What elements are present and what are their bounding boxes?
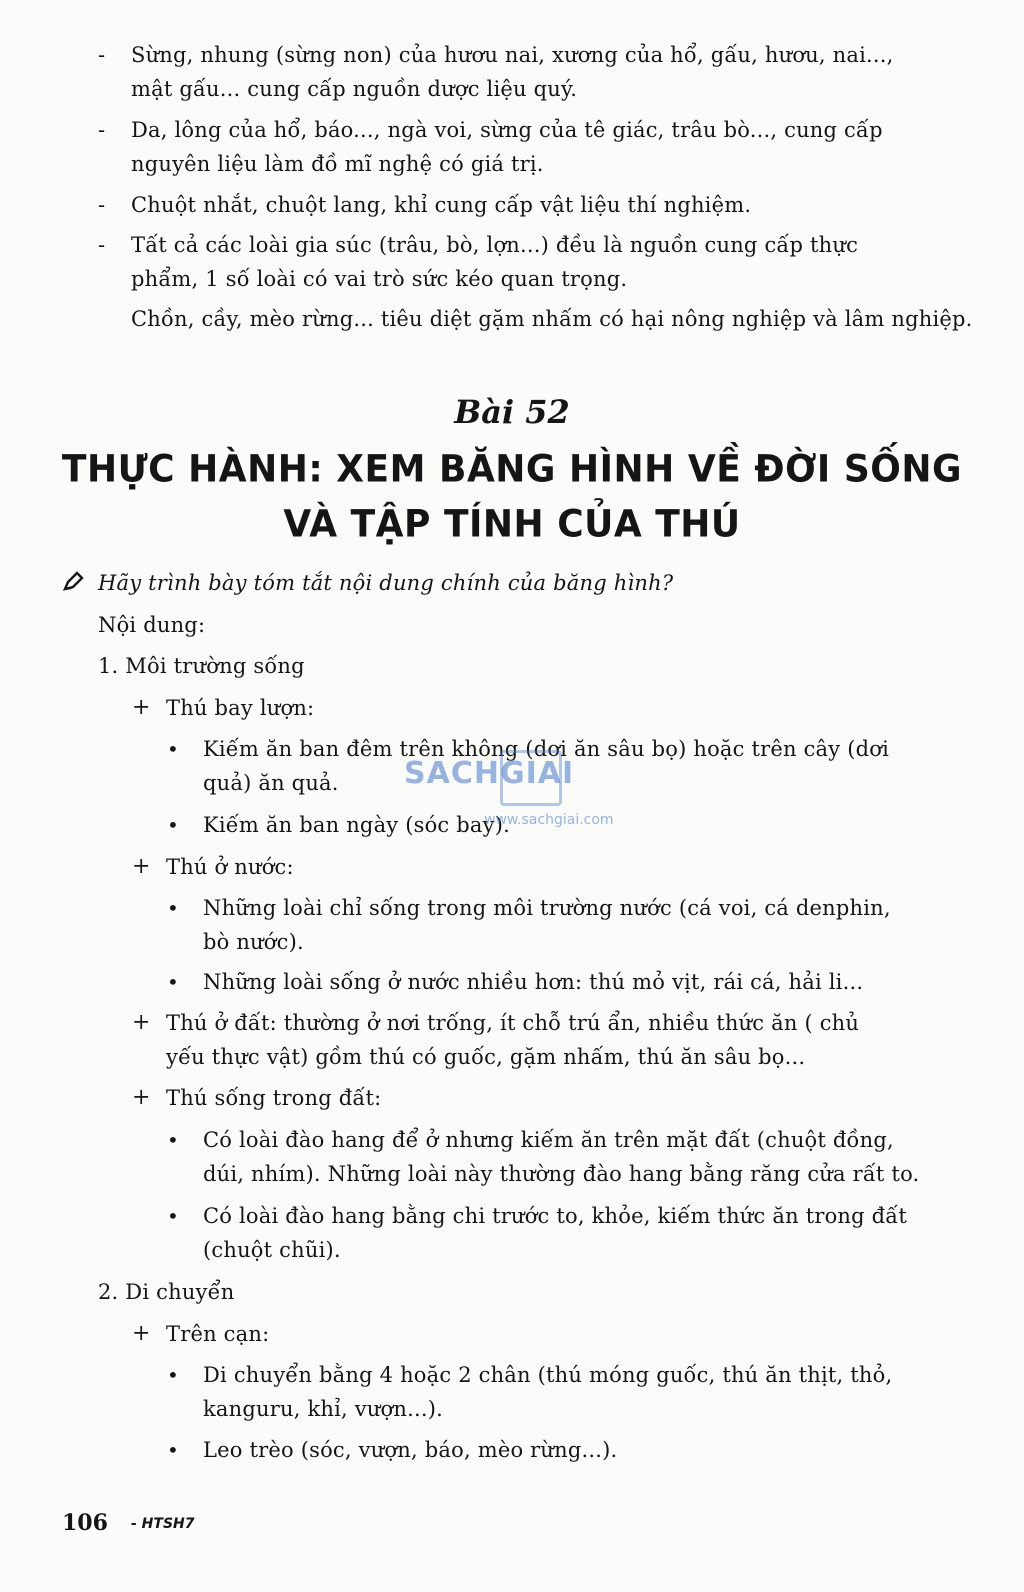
bullet-marker: • [167, 1128, 179, 1152]
watermark-frame [500, 750, 562, 806]
top-item-4-line2: phẩm, 1 số loài có vai trò sức kéo quan trọng. [131, 267, 628, 291]
top-item-5: Chồn, cầy, mèo rừng... tiêu diệt gặm nhấm có hại nông nghiệp và lâm nghiệp. [131, 307, 973, 331]
bullet-marker: • [167, 737, 179, 761]
content-label: Nội dung: [98, 613, 206, 637]
top-item-2-line1: Da, lông của hổ, báo..., ngà voi, sừng của tê giác, trâu bò..., cung cấp [131, 118, 883, 142]
land-mammals-line2: yếu thực vật) gồm thú có guốc, gặm nhấm, thú ăn sâu bọ... [166, 1045, 806, 1069]
plus-marker: + [132, 1010, 151, 1035]
pencil-icon [62, 569, 86, 593]
bullet-marker: • [167, 896, 179, 920]
top-item-1-line1: Sừng, nhung (sừng non) của hươu nai, xương của hổ, gấu, hươu, nai..., [131, 43, 894, 67]
burrowing-item-1-line1: Có loài đào hang để ở nhưng kiếm ăn trên mặt đất (chuột đồng, [203, 1128, 894, 1152]
bullet-marker: • [167, 813, 179, 837]
list-dash: - [98, 43, 106, 67]
section-1-heading: 1. Môi trường sống [98, 654, 305, 678]
burrowing-mammals-heading: Thú sống trong đất: [166, 1086, 382, 1110]
section-2-heading: 2. Di chuyển [98, 1280, 235, 1304]
aquatic-item-1-line2: bò nước). [203, 930, 304, 954]
burrowing-item-2-line1: Có loài đào hang bằng chi trước to, khỏe, kiếm thức ăn trong đất [203, 1204, 908, 1228]
flying-item-1-line1: Kiếm ăn ban đêm trên không (dơi ăn sâu bọ) hoặc trên cây (dơi [203, 737, 889, 761]
burrowing-item-1-line2: dúi, nhím). Những loài này thường đào hang bằng răng cửa rất to. [203, 1162, 920, 1186]
land-mammals-line1: Thú ở đất: thường ở nơi trống, ít chỗ trú ẩn, nhiều thức ăn ( chủ [166, 1011, 860, 1035]
aquatic-mammals-heading: Thú ở nước: [166, 855, 294, 879]
top-item-2-line2: nguyên liệu làm đồ mĩ nghệ có giá trị. [131, 152, 544, 176]
on-land-heading: Trên cạn: [166, 1322, 270, 1346]
aquatic-item-1-line1: Những loài chỉ sống trong môi trường nước (cá voi, cá denphin, [203, 896, 891, 920]
page-number: 106 [62, 1510, 108, 1536]
on-land-item-1-line2: kanguru, khỉ, vượn...). [203, 1397, 444, 1421]
top-item-1-line2: mật gấu... cung cấp nguồn dược liệu quý. [131, 77, 578, 101]
watermark-url: www.sachgiai.com [484, 812, 614, 828]
list-dash: - [98, 193, 106, 217]
lesson-number: Bài 52 [454, 393, 570, 431]
on-land-item-2: Leo trèo (sóc, vượn, báo, mèo rừng...). [203, 1438, 618, 1462]
flying-item-2: Kiếm ăn ban ngày (sóc bay). [203, 813, 510, 837]
top-item-4-line1: Tất cả các loài gia súc (trâu, bò, lợn...) đều là nguồn cung cấp thực [131, 233, 859, 257]
plus-marker: + [132, 695, 151, 720]
list-dash: - [98, 118, 106, 142]
watermark-logo [404, 756, 574, 804]
burrowing-item-2-line2: (chuột chũi). [203, 1238, 341, 1262]
bullet-marker: • [167, 1363, 179, 1387]
list-dash: - [98, 233, 106, 257]
top-item-3: Chuột nhắt, chuột lang, khỉ cung cấp vật liệu thí nghiệm. [131, 193, 752, 217]
book-code: - HTSH7 [131, 1516, 195, 1532]
lesson-title-line2: VÀ TẬP TÍNH CỦA THÚ [283, 502, 741, 546]
question-text: Hãy trình bày tóm tắt nội dung chính của băng hình? [98, 571, 674, 595]
lesson-title-line1: THỰC HÀNH: XEM BĂNG HÌNH VỀ ĐỜI SỐNG [61, 447, 963, 491]
bullet-marker: • [167, 1438, 179, 1462]
plus-marker: + [132, 1085, 151, 1110]
bullet-marker: • [167, 1204, 179, 1228]
bullet-marker: • [167, 970, 179, 994]
flying-item-1-line2: quả) ăn quả. [203, 771, 339, 795]
aquatic-item-2: Những loài sống ở nước nhiều hơn: thú mỏ vịt, rái cá, hải li... [203, 970, 864, 994]
on-land-item-1-line1: Di chuyển bằng 4 hoặc 2 chân (thú móng guốc, thú ăn thịt, thỏ, [203, 1363, 893, 1387]
plus-marker: + [132, 854, 151, 879]
watermark-brand: SACHGIAI [404, 756, 575, 791]
plus-marker: + [132, 1321, 151, 1346]
flying-mammals-heading: Thú bay lượn: [166, 696, 315, 720]
